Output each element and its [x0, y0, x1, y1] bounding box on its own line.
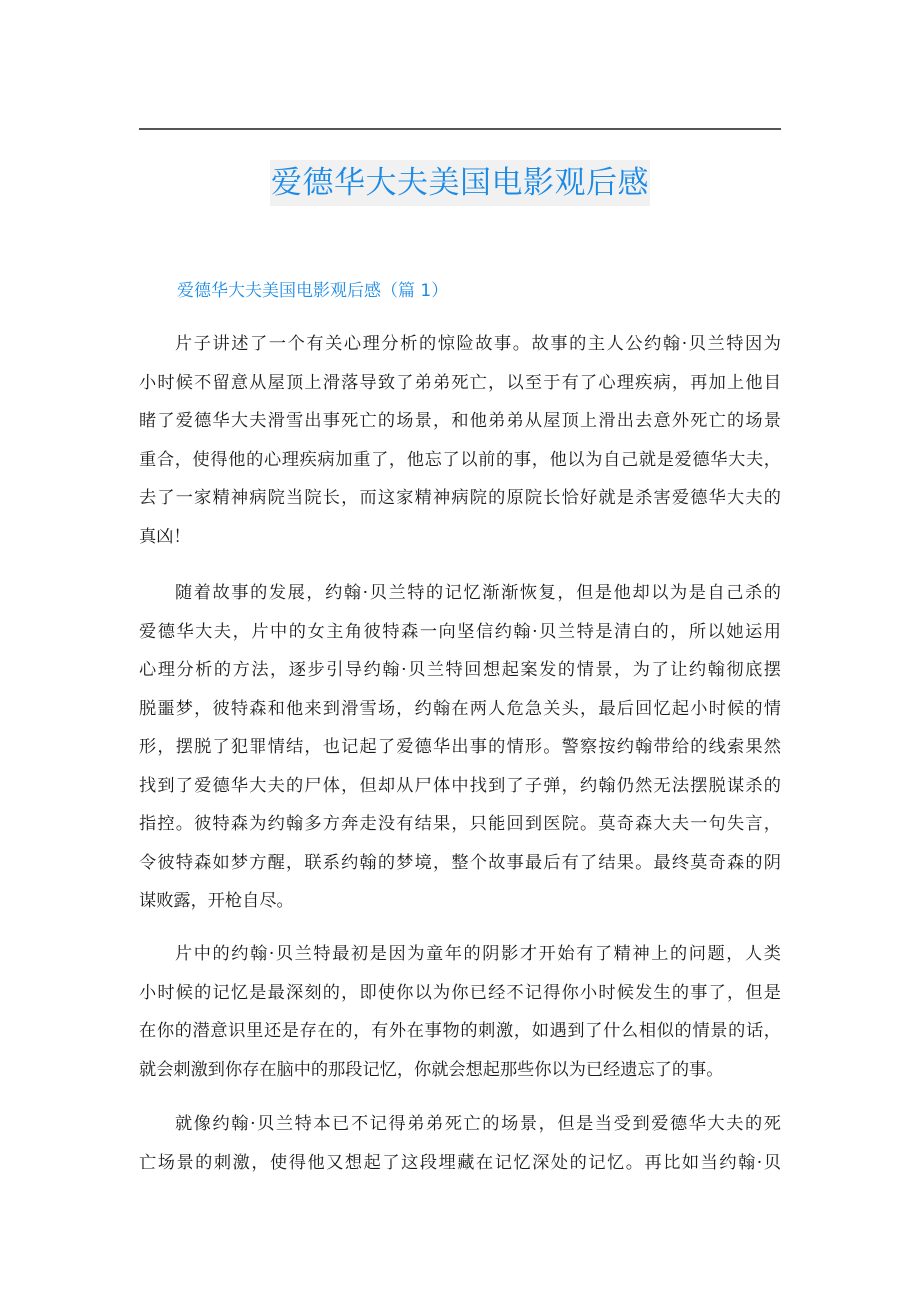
paragraph-line: 去了一家精神病院当院长，而这家精神病院的原院长恰好就是杀害爱德华大夫的 — [139, 488, 781, 508]
paragraph-line: 随着故事的发展，约翰·贝兰特的记忆渐渐恢复，但是他却以为是自己杀的 — [175, 583, 781, 603]
paragraph-2 — [139, 574, 781, 921]
document-title: 爱德华大夫美国电影观后感 — [270, 160, 650, 206]
paragraph-line: 片中的约翰·贝兰特最初是因为童年的阴影才开始有了精神上的问题，人类 — [175, 944, 781, 964]
paragraph-line: 脱噩梦，彼特森和他来到滑雪场，约翰在两人危急关头，最后回忆起小时候的情 — [139, 698, 781, 719]
paragraph-4 — [139, 1105, 781, 1182]
paragraph-1 — [139, 325, 781, 556]
paragraph-line: 就像约翰·贝兰特本已不记得弟弟死亡的场景，但是当受到爱德华大夫的死 — [175, 1114, 781, 1134]
paragraph-line: 形，摆脱了犯罪情结，也记起了爱德华出事的情形。警察按约翰带给的线索果然 — [139, 737, 781, 757]
paragraph-line: 就会刺激到你存在脑中的那段记忆，你就会想起那些你以为已经遗忘了的事。 — [139, 1059, 724, 1080]
paragraph-line: 在你的潜意识里还是存在的，有外在事物的刺激，如遇到了什么相似的情景的话， — [139, 1021, 781, 1041]
paragraph-line: 谋败露，开枪自尽。 — [139, 891, 294, 911]
paragraph-line: 真凶！ — [139, 526, 191, 547]
paragraph-line: 爱德华大夫，片中的女主角彼特森一向坚信约翰·贝兰特是清白的，所以她运用 — [139, 621, 781, 642]
paragraph-line: 小时候的记忆是最深刻的，即使你以为你已经不记得你小时候发生的事了，但是 — [139, 982, 781, 1003]
paragraph-line: 小时候不留意从屋顶上滑落导致了弟弟死亡，以至于有了心理疾病，再加上他目 — [139, 372, 781, 393]
paragraph-3 — [139, 935, 781, 1089]
paragraph-line: 指控。彼特森为约翰多方奔走没有结果，只能回到医院。莫奇森大夫一句失言， — [139, 814, 781, 834]
title-container — [139, 160, 781, 206]
paragraph-line: 亡场景的刺激，使得他又想起了这段埋藏在记忆深处的记忆。再比如当约翰·贝 — [139, 1152, 781, 1173]
header-rule — [139, 128, 781, 130]
paragraph-line: 找到了爱德华大夫的尸体，但却从尸体中找到了子弹，约翰仍然无法摆脱谋杀的 — [139, 775, 781, 796]
section-heading: 爱德华大夫美国电影观后感（篇 1） — [177, 281, 449, 301]
paragraph-line: 心理分析的方法，逐步引导约翰·贝兰特回想起案发的情景，为了让约翰彻底摆 — [139, 660, 781, 680]
paragraph-line: 睹了爱德华大夫滑雪出事死亡的场景，和他弟弟从屋顶上滑出去意外死亡的场景 — [139, 411, 781, 431]
paragraph-line: 片子讲述了一个有关心理分析的惊险故事。故事的主人公约翰·贝兰特因为 — [175, 334, 781, 354]
paragraph-line: 令彼特森如梦方醒，联系约翰的梦境，整个故事最后有了结果。最终莫奇森的阴 — [139, 852, 781, 873]
paragraph-line: 重合，使得他的心理疾病加重了，他忘了以前的事，他以为自己就是爱德华大夫， — [139, 449, 781, 470]
